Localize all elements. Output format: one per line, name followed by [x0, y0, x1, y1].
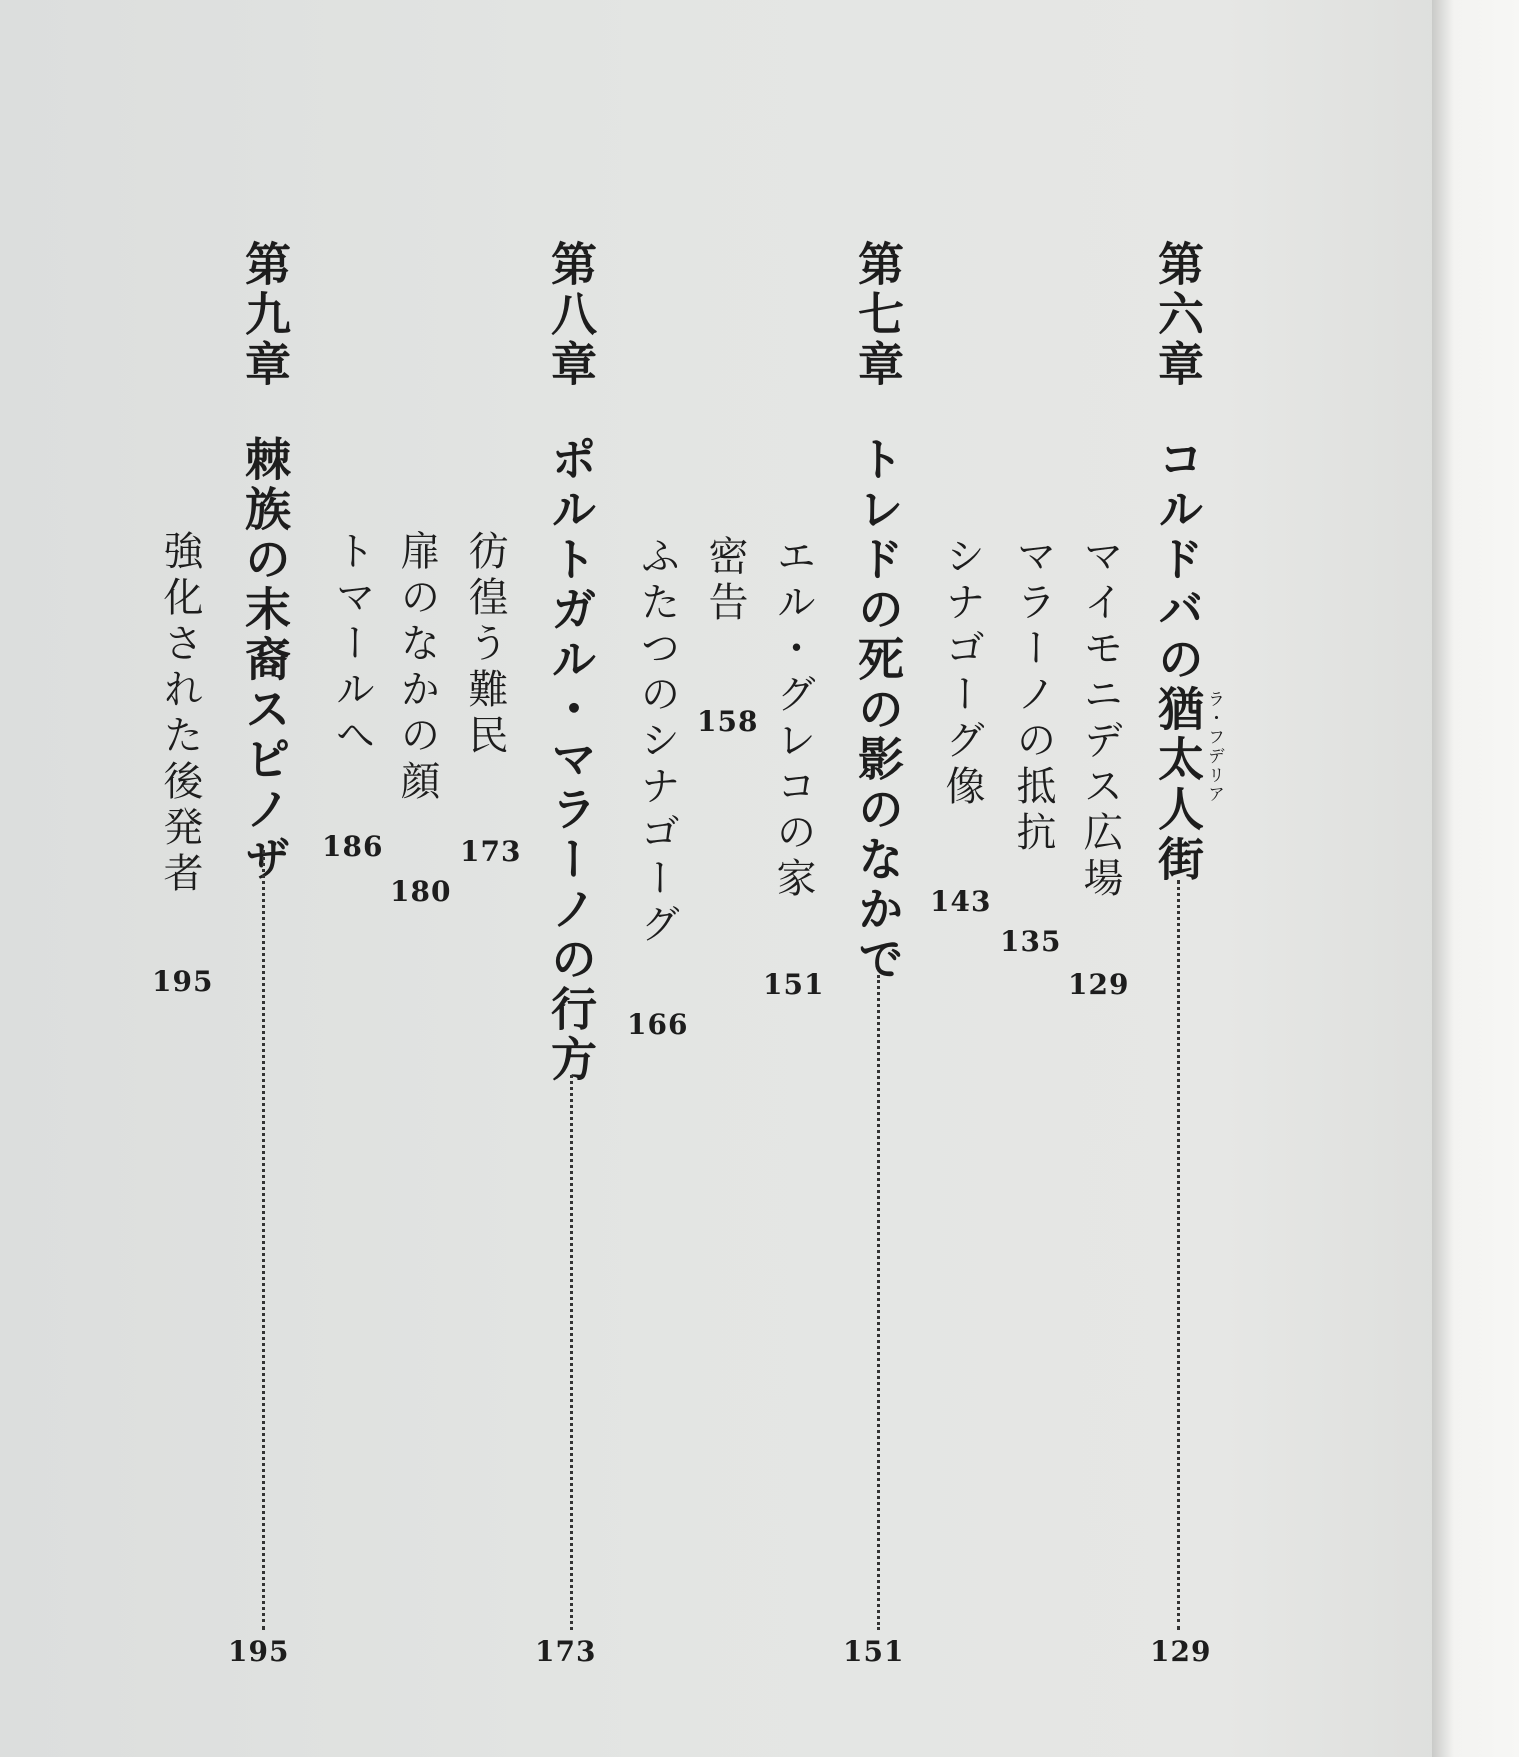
chapter-6-page: 129 [1150, 1635, 1212, 1668]
section-8-1-page: 173 [460, 835, 522, 868]
chapter-9-title: 棘族の末裔スピノザ [238, 435, 292, 885]
chapter-8-page: 173 [535, 1635, 597, 1668]
section-7-2-page: 158 [697, 705, 759, 738]
section-7-3-page: 166 [627, 1008, 689, 1041]
chapter-7-title: トレドの死の影のなかで [851, 435, 905, 985]
chapter-9-page: 195 [228, 1635, 290, 1668]
section-7-3-title: ふたつのシナゴーグ [634, 535, 680, 949]
section-6-2-page: 135 [1000, 925, 1062, 958]
chapter-8-leader [570, 1075, 573, 1630]
chapter-7-leader [877, 975, 880, 1630]
section-7-1-title: エル・グレコの家 [770, 535, 816, 903]
chapter-6-leader [1177, 880, 1180, 1630]
page-edge [1432, 0, 1519, 1757]
chapter-9-leader [262, 850, 265, 1630]
chapter-6-ruby: ラ・フデリア [1204, 690, 1224, 804]
section-9-1-title: 強化された後発者 [157, 530, 203, 898]
section-8-3-page: 186 [322, 830, 384, 863]
chapter-8-title: ポルトガル・マラーノの行方 [544, 435, 598, 1085]
section-9-1-page: 195 [152, 965, 214, 998]
section-8-2-title: 扉のなかの顔 [394, 530, 440, 806]
section-6-1-title: マイモニデス広場 [1077, 535, 1123, 903]
section-8-1-title: 彷徨う難民 [462, 530, 508, 760]
chapter-6-title: コルドバの猶太人街 [1151, 435, 1205, 885]
section-8-3-title: トマールへ [329, 530, 375, 760]
section-7-1-page: 151 [763, 968, 825, 1001]
section-6-2-title: マラーノの抵抗 [1010, 535, 1056, 857]
chapter-9-label: 第九章 [238, 240, 292, 390]
section-7-2-title: 密告 [702, 535, 748, 627]
section-6-3-page: 143 [930, 885, 992, 918]
chapter-7-page: 151 [843, 1635, 905, 1668]
section-8-2-page: 180 [390, 875, 452, 908]
section-6-3-title: シナゴーグ像 [939, 535, 985, 811]
section-6-1-page: 129 [1068, 968, 1130, 1001]
chapter-8-label: 第八章 [544, 240, 598, 390]
chapter-7-label: 第七章 [851, 240, 905, 390]
chapter-6-label: 第六章 [1151, 240, 1205, 390]
